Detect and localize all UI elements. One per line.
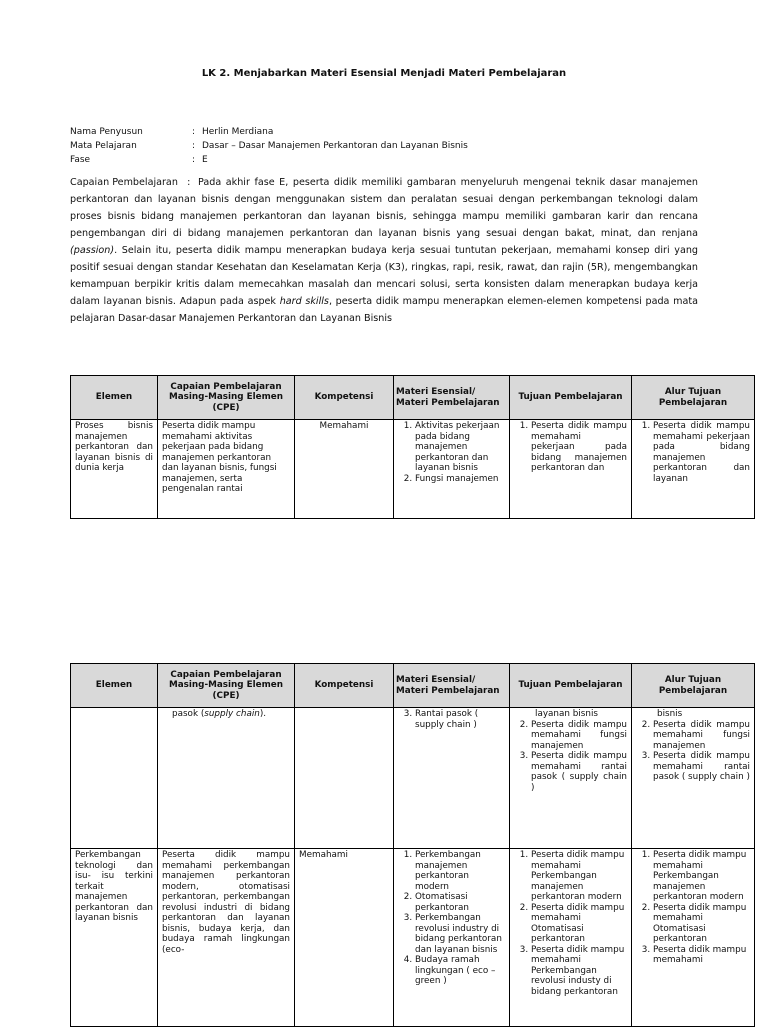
- meta-nama-penyusun: [70, 126, 273, 139]
- capaian-italic-term: hard skills: [279, 296, 329, 307]
- header-elemen: Elemen: [71, 664, 158, 708]
- list-item: 3. Peserta didik mampu memahami rantai pasok ( supply chain ): [653, 751, 750, 783]
- header-alur: Alur Tujuan Pembelajaran: [632, 664, 755, 708]
- document-title: LK 2. Menjabarkan Materi Esensial Menjadi Materi Pembelajaran: [201, 68, 567, 79]
- cell-materi: [394, 708, 510, 849]
- cell-alur: [632, 708, 755, 849]
- table-header-row: [71, 664, 755, 708]
- capaian-text: , peserta didik mampu menerapkan elemen-elemen kompetensi pada mata pelajaran Dasar-dasar Manajemen Perkantoran dan Layanan Bisnis: [70, 296, 698, 324]
- capaian-italic-term: (passion): [70, 245, 115, 256]
- cell-cpe: pasok (supply chain).: [158, 708, 295, 849]
- list-item: 3. Perkembangan revolusi industry di bidang perkantoran dan layanan bisnis: [415, 913, 505, 955]
- cell-cpe: Peserta didik mampu memahami perkembangan manajemen perkantoran modern, otomatisasi perkantoran, perkembangan revolusi industri di bidang perkantoran dan layanan bisnis, budaya kerja, dan budaya ramah lingkungan (eco-: [158, 849, 295, 1027]
- capaian-pembelajaran-paragraph: [70, 174, 698, 327]
- meta-label: Fase: [70, 155, 91, 165]
- list-item: 1. Aktivitas pekerjaan pada bidang manajemen perkantoran dan layanan bisnis: [415, 421, 505, 474]
- cell-kompetensi: Memahami: [295, 849, 394, 1027]
- header-alur: Alur Tujuan Pembelajaran: [632, 376, 755, 420]
- header-tujuan: Tujuan Pembelajaran: [510, 376, 632, 420]
- header-cpe: Capaian Pembelajaran Masing-Masing Elemen (CPE): [158, 376, 295, 420]
- table-row: [71, 708, 755, 849]
- header-kompetensi: Kompetensi: [295, 376, 394, 420]
- list-item: 4. Budaya ramah lingkungan ( eco – green ): [415, 955, 505, 987]
- list-item: 1. Peserta didik mampu memahami Perkembangan manajemen perkantoran modern: [653, 850, 750, 903]
- cell-elemen: Perkembangan teknologi dan isu- isu terkini terkait manajemen perkantoran dan layanan bisnis: [71, 849, 158, 1027]
- list-item: 2. Fungsi manajemen: [415, 474, 505, 485]
- list-item: 1. Peserta didik mampu memahami pekerjaan pada bidang manajemen perkantoran dan: [531, 421, 627, 474]
- meta-fase: [70, 154, 208, 167]
- list-item: 2. Peserta didik mampu memahami fungsi manajemen: [653, 720, 750, 752]
- cell-alur: [632, 420, 755, 519]
- cell-materi: [394, 849, 510, 1027]
- cell-tujuan: [510, 708, 632, 849]
- meta-sep: :: [192, 155, 196, 165]
- meta-mata-pelajaran: [70, 140, 468, 153]
- header-cpe: Capaian Pembelajaran Masing-Masing Elemen (CPE): [158, 664, 295, 708]
- materi-table-page2: [70, 663, 755, 1027]
- meta-label: Mata Pelajaran: [70, 141, 137, 151]
- materi-table-page1: [70, 375, 755, 519]
- meta-value: Dasar – Dasar Manajemen Perkantoran dan Layanan Bisnis: [202, 141, 468, 151]
- list-item: 2. Peserta didik mampu memahami Otomatisasi perkantoran: [653, 903, 750, 945]
- cell-cpe: Peserta didik mampu memahami aktivitas pekerjaan pada bidang manajemen perkantoran dan layanan bisnis, fungsi manajemen, serta pengenalan rantai: [158, 420, 295, 519]
- cell-materi: [394, 420, 510, 519]
- cell-tujuan: [510, 849, 632, 1027]
- table-header-row: [71, 376, 755, 420]
- header-materi: Materi Esensial/ Materi Pembelajaran: [394, 376, 510, 420]
- list-item: 2. Peserta didik mampu memahami fungsi manajemen: [531, 720, 627, 752]
- cell-tujuan: [510, 420, 632, 519]
- capaian-text: . Selain itu, peserta didik mampu menerapkan budaya kerja sesuai tuntutan pekerjaan, memahami konsep diri yang positif sesuai dengan standar Kesehatan dan Keselamatan Kerja (K3), ringkas, rapi, resik, rawat, dan rajin (5R), mengembangkan kemampuan berpikir kritis dalam memecahkan masalah dan mencari solusi, serta konsisten dalam menerapkan budaya kerja dalam layanan bisnis. Adapun pada aspek: [70, 245, 698, 307]
- list-item: 2. Peserta didik mampu memahami Otomatisasi perkantoran: [531, 903, 627, 945]
- list-item: 3. Rantai pasok ( supply chain ): [415, 709, 505, 730]
- list-item: 1. Perkembangan manajemen perkantoran modern: [415, 850, 505, 892]
- list-item: 3. Peserta didik mampu memahami: [653, 945, 750, 966]
- list-item: 3. Peserta didik mampu memahami rantai pasok ( supply chain ): [531, 751, 627, 793]
- meta-value: E: [202, 155, 208, 165]
- meta-sep: :: [192, 127, 196, 137]
- header-tujuan: Tujuan Pembelajaran: [510, 664, 632, 708]
- cell-elemen: Proses bisnis manajemen perkantoran dan layanan bisnis di dunia kerja: [71, 420, 158, 519]
- header-elemen: Elemen: [71, 376, 158, 420]
- list-item: 3. Peserta didik mampu memahami Perkembangan revolusi industy di bidang perkantoran: [531, 945, 627, 998]
- capaian-text: Pada akhir fase E, peserta didik memiliki gambaran menyeluruh mengenai teknik dasar manajemen perkantoran dan layanan bisnis dengan menggunakan sistem dan peralatan sesuai dengan perkembangan teknologi dalam proses bisnis bidang manajemen perkantoran dan layanan bisnis, sehingga mampu memiliki gambaran karir dan rencana pengembangan diri di bidang manajemen perkantoran dan layanan bisnis yang sesuai dengan bakat, minat, dan renjana: [70, 177, 698, 239]
- continued-text: bisnis: [657, 709, 683, 719]
- list-item: 2. Otomatisasi perkantoran: [415, 892, 505, 913]
- cell-kompetensi: Memahami: [295, 420, 394, 519]
- header-materi: Materi Esensial/ Materi Pembelajaran: [394, 664, 510, 708]
- meta-sep: :: [192, 141, 196, 151]
- table-row: [71, 420, 755, 519]
- meta-label: Nama Penyusun: [70, 127, 143, 137]
- table-row: [71, 849, 755, 1027]
- header-kompetensi: Kompetensi: [295, 664, 394, 708]
- capaian-label: Capaian Pembelajaran :: [70, 177, 191, 188]
- meta-value: Herlin Merdiana: [202, 127, 274, 137]
- list-item: 1. Peserta didik mampu memahami pekerjaan pada bidang manajemen perkantoran dan layanan: [653, 421, 750, 484]
- cell-alur: [632, 849, 755, 1027]
- continued-text: layanan bisnis: [535, 709, 598, 719]
- list-item: 1. Peserta didik mampu memahami Perkembangan manajemen perkantoran modern: [531, 850, 627, 903]
- cell-kompetensi: [295, 708, 394, 849]
- cell-elemen: [71, 708, 158, 849]
